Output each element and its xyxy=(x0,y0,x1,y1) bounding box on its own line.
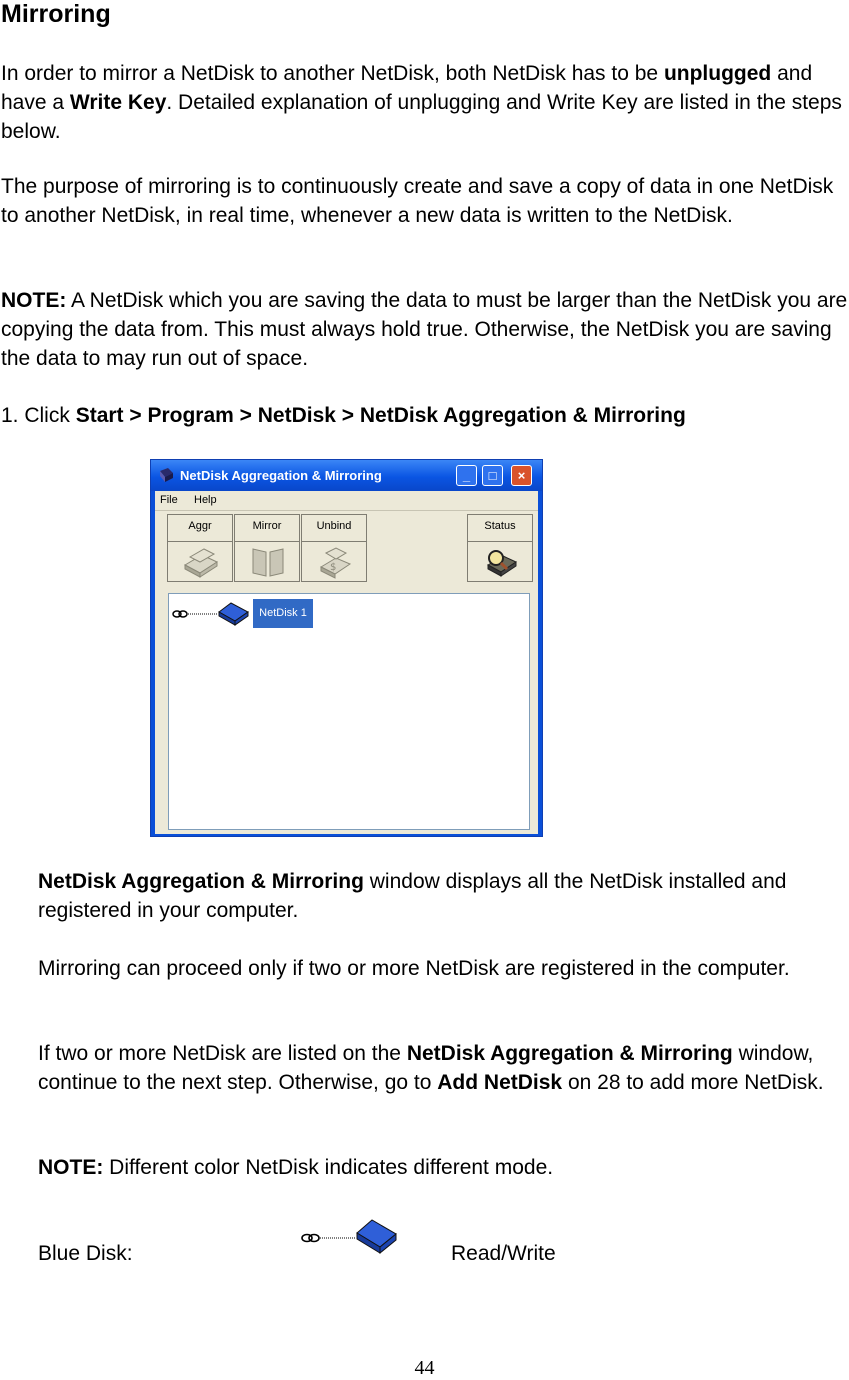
status-label: Status xyxy=(484,520,516,532)
mirror-icon xyxy=(249,545,287,579)
mirror-separator xyxy=(235,541,299,542)
blue-disk-icon xyxy=(300,1217,398,1257)
note-color-paragraph xyxy=(38,1153,838,1182)
window-description-text: window displays all the NetDisk installed and registered in your computer. xyxy=(38,870,787,922)
next-step-paragraph xyxy=(38,1039,838,1097)
aggr-label: Aggr xyxy=(188,520,212,532)
chain-link-disk-icon xyxy=(171,600,251,626)
menu-path: Start > Program > NetDisk > NetDisk Aggregation & Mirroring xyxy=(75,404,686,427)
menu-divider xyxy=(155,510,538,511)
window-titlebar xyxy=(151,460,542,491)
purpose-paragraph: The purpose of mirroring is to continuously create and save a copy of data in one NetDisk to another NetDisk, in real time, whenever a new data is written to the NetDisk. xyxy=(1,175,834,227)
write-key-term: Write Key xyxy=(69,91,167,114)
intro-text-3: . Detailed explanation of unplugging and Write Key are listed in the steps below. xyxy=(1,91,842,143)
unbind-label: Unbind xyxy=(316,520,352,532)
page-number: 44 xyxy=(414,1357,435,1379)
requirement-paragraph: Mirroring can proceed only if two or more NetDisk are registered in the computer. xyxy=(38,957,790,980)
netdisk-list[interactable] xyxy=(168,593,530,830)
aggr-button[interactable] xyxy=(167,514,233,582)
note-label: NOTE: xyxy=(1,289,67,312)
window-name-term: NetDisk Aggregation & Mirroring xyxy=(38,870,364,893)
svg-text:$: $ xyxy=(330,562,337,573)
unplugged-term: unplugged xyxy=(663,62,772,85)
read-write-mode: Read/Write xyxy=(451,1242,556,1265)
unbind-separator xyxy=(302,541,366,542)
window-name-term-2: NetDisk Aggregation & Mirroring xyxy=(406,1042,733,1065)
next-step-text-3: on 28 to add more NetDisk. xyxy=(562,1071,824,1094)
aggr-separator xyxy=(168,541,232,542)
window-title: NetDisk Aggregation & Mirroring xyxy=(180,468,382,483)
window-client-area xyxy=(155,491,538,834)
note-label-2: NOTE: xyxy=(38,1156,104,1179)
status-separator xyxy=(468,541,532,542)
add-netdisk-term: Add NetDisk xyxy=(437,1071,563,1094)
aggr-icon xyxy=(182,545,220,579)
next-step-text: If two or more NetDisk are listed on the xyxy=(38,1042,407,1065)
note-size-paragraph xyxy=(1,286,849,373)
mirror-button[interactable] xyxy=(234,514,300,582)
window-description xyxy=(38,867,838,925)
menu-help[interactable]: Help xyxy=(194,494,217,506)
aggregation-mirroring-window xyxy=(150,459,543,837)
intro-text: In order to mirror a NetDisk to another NetDisk, both NetDisk has to be xyxy=(1,62,664,85)
note-text: A NetDisk which you are saving the data to must be larger than the NetDisk you are copying the data from. This must always hold true. Otherwise, the NetDisk you are saving the data to may run out of space. xyxy=(1,289,848,370)
section-title: Mirroring xyxy=(1,0,111,28)
minimize-button[interactable]: _ xyxy=(456,465,477,486)
status-button[interactable] xyxy=(467,514,533,582)
next-step-text-2: window, continue to the next step. Otherwise, go to xyxy=(38,1042,814,1094)
maximize-button[interactable]: □ xyxy=(482,465,503,486)
status-magnifier-icon xyxy=(482,545,520,579)
step-1-prefix: 1. Click xyxy=(1,404,76,427)
step-1 xyxy=(1,401,849,430)
note-color-text: Different color NetDisk indicates different mode. xyxy=(103,1156,554,1179)
intro-text-2: and have a xyxy=(1,62,813,114)
blue-disk-label: Blue Disk: xyxy=(38,1242,133,1265)
unbind-button[interactable] xyxy=(301,514,367,582)
intro-paragraph xyxy=(1,59,849,146)
netdisk-1-item[interactable]: NetDisk 1 xyxy=(253,599,313,628)
netdisk-app-icon xyxy=(158,467,175,484)
menu-bar xyxy=(155,491,538,510)
unbind-icon xyxy=(316,545,354,579)
menu-file[interactable]: File xyxy=(160,494,178,506)
close-button[interactable]: × xyxy=(511,465,532,486)
mirror-label: Mirror xyxy=(252,520,282,532)
